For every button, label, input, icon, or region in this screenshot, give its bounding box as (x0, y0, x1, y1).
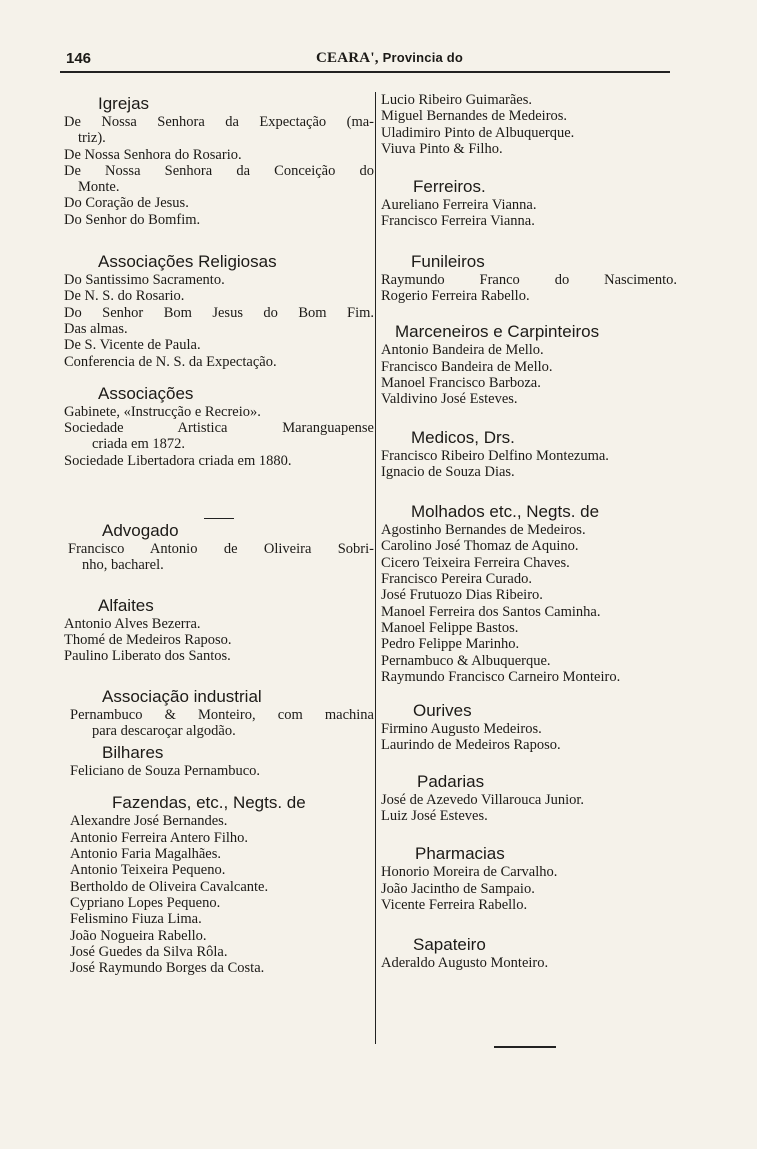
list-item: Raymundo Francisco Carneiro Monteiro. (381, 668, 621, 685)
section-padarias (381, 772, 677, 825)
section-pharmacias (381, 844, 677, 913)
list-item: Pernambuco & Monteiro, com machina (70, 706, 374, 723)
section-alfaites (64, 596, 374, 665)
section-title: Sapateiro (413, 935, 486, 955)
list-item: Conferencia de N. S. da Expectação. (64, 353, 277, 370)
list-item: Feliciano de Souza Pernambuco. (70, 763, 261, 780)
list-item: Das almas. (64, 320, 128, 337)
list-item: José de Azevedo Villarouca Junior. (381, 791, 585, 808)
list-item: Do Senhor do Bomfim. (64, 211, 201, 228)
list-item: De S. Vicente de Paula. (64, 337, 201, 354)
list-item: Miguel Bernandes de Medeiros. (381, 108, 568, 125)
list-item: Do Senhor Bom Jesus do Bom Fim. (64, 304, 374, 321)
list-item: Francisco Ferreira Vianna. (381, 213, 535, 230)
list-item: Luiz José Esteves. (381, 808, 488, 825)
list-item: Bertholdo de Oliveira Cavalcante. (70, 878, 269, 895)
list-item: Ignacio de Souza Dias. (381, 463, 515, 480)
list-item: De Nossa Senhora do Rosario. (64, 146, 242, 163)
list-item: nho, bacharel. (82, 557, 164, 574)
section-bilhares (64, 743, 374, 779)
section-separator (204, 518, 234, 519)
section-advogado (64, 521, 374, 574)
section-title: Ourives (413, 701, 472, 721)
list-item: Cicero Teixeira Ferreira Chaves. (381, 554, 570, 571)
section-title: Alfaites (98, 595, 154, 615)
running-title: CEARA', Provincia do (316, 50, 464, 66)
section-title: Medicos, Drs. (411, 427, 515, 447)
list-item: Francisco Bandeira de Mello. (381, 358, 553, 375)
left-column (64, 92, 374, 976)
list-item: De Nossa Senhora da Conceição do (64, 162, 374, 179)
list-item: Lucio Ribeiro Guimarães. (381, 92, 532, 108)
list-item: Sociedade Libertadora criada em 1880. (64, 452, 292, 469)
section-title: Molhados etc., Negts. de (411, 502, 600, 522)
section-title: Associações (98, 383, 194, 403)
list-item: Felismino Fiuza Lima. (70, 911, 202, 928)
list-item: Pedro Felippe Marinho. (381, 636, 520, 653)
list-item: Cypriano Lopes Pequeno. (70, 894, 221, 911)
section-title: Marceneiros e Carpinteiros (395, 322, 600, 342)
list-item: Do Santissimo Sacramento. (64, 272, 225, 289)
list-item: Valdivino José Esteves. (381, 391, 518, 408)
list-item: João Nogueira Rabello. (70, 927, 207, 944)
list-item: Rogerio Ferreira Rabello. (381, 288, 530, 305)
list-item: Francisco Antonio de Oliveira Sobri- (68, 541, 374, 558)
list-item: Aureliano Ferreira Vianna. (381, 197, 537, 214)
page-number: 146 (66, 50, 92, 67)
list-item: criada em 1872. (92, 436, 186, 453)
list-item: para descaroçar algodão. (92, 722, 236, 739)
list-item: Laurindo de Medeiros Raposo. (381, 737, 561, 754)
list-item: Antonio Ferreira Antero Filho. (70, 829, 249, 846)
list-item: Raymundo Franco do Nascimento. (381, 271, 677, 288)
list-item: José Frutuozo Dias Ribeiro. (381, 587, 543, 604)
page-header (66, 50, 670, 70)
list-item: Firmino Augusto Medeiros. (381, 721, 542, 738)
list-item: Pernambuco & Albuquerque. (381, 652, 551, 669)
section-title: Pharmacias (415, 844, 505, 864)
list-item: Sociedade Artistica Maranguapense (64, 420, 374, 437)
header-rule (60, 71, 670, 74)
section-continued (381, 92, 677, 157)
list-item: Antonio Alves Bezerra. (64, 615, 201, 632)
list-item: Honorio Moreira de Carvalho. (381, 864, 558, 881)
right-column (381, 92, 677, 972)
section-title: Ferreiros. (413, 177, 486, 197)
section-ourives (381, 701, 677, 754)
list-item: João Jacintho de Sampaio. (381, 880, 535, 897)
list-item: Monte. (78, 179, 120, 196)
section-sapateiro (381, 935, 677, 971)
list-item: Manoel Francisco Barboza. (381, 374, 541, 391)
section-title: Fazendas, etc., Negts. de (112, 793, 306, 813)
section-title: Bilhares (102, 743, 164, 763)
section-title: Igrejas (98, 94, 150, 113)
section-title: Padarias (417, 771, 485, 791)
list-item: Vicente Ferreira Rabello. (381, 896, 528, 913)
list-item: Francisco Pereira Curado. (381, 571, 532, 588)
section-ferreiros (381, 177, 677, 230)
list-item: De N. S. do Rosario. (64, 288, 185, 305)
section-associacoes-religiosas (64, 252, 374, 370)
list-item: Aderaldo Augusto Monteiro. (381, 955, 549, 972)
section-marceneiros (381, 322, 677, 407)
list-item: Carolino José Thomaz de Aquino. (381, 538, 579, 555)
list-item: Thomé de Medeiros Raposo. (64, 631, 232, 648)
section-title: Funileiros (411, 251, 485, 271)
section-associacoes (64, 384, 374, 469)
section-associacao-industrial (64, 687, 374, 740)
section-funileiros (381, 252, 677, 305)
section-molhados (381, 502, 677, 685)
list-item: Antonio Bandeira de Mello. (381, 342, 544, 359)
section-fazendas (64, 793, 374, 976)
section-title: Advogado (102, 521, 179, 541)
section-title: Associações Religiosas (98, 252, 277, 272)
list-item: Do Coração de Jesus. (64, 195, 189, 212)
list-item: José Raymundo Borges da Costa. (70, 960, 265, 977)
list-item: Manoel Felippe Bastos. (381, 619, 519, 636)
list-item: Alexandre José Bernandes. (70, 813, 228, 830)
list-item: Paulino Liberato dos Santos. (64, 648, 231, 665)
end-rule (494, 1046, 556, 1048)
spacer (64, 469, 374, 521)
column-divider (375, 92, 376, 1044)
list-item: Uladimiro Pinto de Albuquerque. (381, 124, 575, 141)
list-item: Viuva Pinto & Filho. (381, 140, 503, 157)
section-igrejas (64, 94, 374, 228)
list-item: De Nossa Senhora da Expectação (ma- (64, 114, 374, 130)
list-item: Antonio Faria Magalhães. (70, 846, 222, 863)
list-item: Manoel Ferreira dos Santos Caminha. (381, 603, 601, 620)
list-item: triz). (78, 130, 106, 147)
list-item: Gabinete, «Instrucção e Recreio». (64, 403, 261, 420)
list-item: Agostinho Bernandes de Medeiros. (381, 522, 586, 539)
list-item: Antonio Teixeira Pequeno. (70, 862, 226, 879)
list-item: José Guedes da Silva Rôla. (70, 943, 228, 960)
list-item: Francisco Ribeiro Delfino Montezuma. (381, 447, 609, 464)
section-medicos (381, 428, 677, 481)
section-title: Associação industrial (102, 686, 262, 706)
